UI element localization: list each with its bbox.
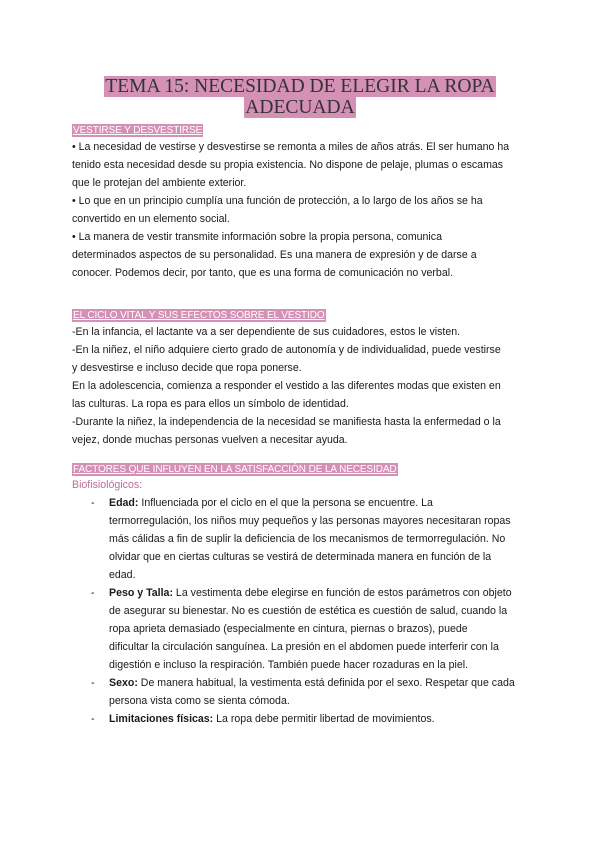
item-text: De manera habitual, la vestimenta está definida por el sexo. Respetar que cada bbox=[137, 677, 515, 689]
paragraph-line: • La necesidad de vestirse y desvestirse se remonta a miles de años atrás. El ser humano ha bbox=[72, 141, 510, 153]
paragraph-line: -Durante la niñez, la independencia de la necesidad se manifiesta hasta la enfermedad o la bbox=[72, 416, 501, 428]
paragraph-line: las culturas. La ropa es para ellos un símbolo de identidad. bbox=[72, 398, 349, 410]
list-item bbox=[72, 494, 532, 584]
list-item bbox=[72, 674, 532, 710]
paragraph-line: En la adolescencia, comienza a responder el vestido a las diferentes modas que existen en bbox=[72, 380, 501, 392]
paragraph-line: que le protejan del ambiente exterior. bbox=[72, 177, 247, 189]
subheading: Biofisiológicos: bbox=[72, 479, 143, 491]
item-text: La vestimenta debe elegirse en función de estos parámetros con objeto bbox=[172, 587, 512, 599]
item-text: dificultar la circulación sanguínea. La presión en el abdomen puede interferir con la bbox=[109, 641, 499, 653]
dash-bullet: - bbox=[91, 677, 95, 689]
title-line-1: TEMA 15: NECESIDAD DE ELEGIR LA ROPA bbox=[105, 76, 495, 97]
paragraph-line: -En la niñez, el niño adquiere cierto grado de autonomía y de individualidad, puede vestirse bbox=[72, 344, 501, 356]
item-label: Peso y Talla: bbox=[109, 587, 173, 599]
section-heading: FACTORES QUE INFLUYEN EN LA SATISFACCIÓN DE LA NECESIDAD bbox=[73, 464, 397, 475]
paragraph-line: tenido esta necesidad desde su propia existencia. No dispone de pelaje, plumas o escamas bbox=[72, 159, 504, 171]
item-text: ropa aprieta demasiado (especialmente en cintura, piernas o brazos), puede bbox=[109, 623, 468, 635]
item-text: olvidar que en ciertas culturas se vestirá de determinada manera en función de la bbox=[109, 551, 492, 563]
dash-bullet: - bbox=[91, 497, 95, 509]
section-factores bbox=[72, 460, 532, 728]
item-text: Influenciada por el ciclo en el que la persona se encuentre. La bbox=[138, 497, 433, 509]
paragraph-line: vejez, donde muchas personas vuelven a necesitar ayuda. bbox=[72, 434, 348, 446]
item-label: Edad: bbox=[109, 497, 139, 509]
page-title bbox=[60, 76, 540, 118]
paragraph-line: • Lo que en un principio cumplía una función de protección, a lo largo de los años se ha bbox=[72, 195, 483, 207]
item-label: Limitaciones físicas: bbox=[109, 713, 214, 725]
section-heading: EL CICLO VITAL Y SUS EFECTOS SOBRE EL VESTIDO bbox=[73, 310, 325, 321]
section-heading: VESTIRSE Y DESVESTIRSE bbox=[73, 125, 203, 136]
dash-bullet: - bbox=[91, 713, 95, 725]
paragraph-line: conocer. Podemos decir, por tanto, que es una forma de comunicación no verbal. bbox=[72, 267, 454, 279]
item-text: La ropa debe permitir libertad de movimientos. bbox=[213, 713, 435, 725]
section-vestirse bbox=[72, 121, 532, 282]
paragraph-line: • La manera de vestir transmite información sobre la propia persona, comunica bbox=[72, 231, 442, 243]
list-item bbox=[72, 584, 532, 674]
paragraph-line: -En la infancia, el lactante va a ser dependiente de sus cuidadores, estos le visten. bbox=[72, 326, 461, 338]
paragraph-line: y desvestirse e incluso decide que ropa ponerse. bbox=[72, 362, 302, 374]
item-text: de asegurar su bienestar. No es cuestión de estética es cuestión de salud, cuando la bbox=[109, 605, 508, 617]
dash-bullet: - bbox=[91, 587, 95, 599]
item-text: persona vista como se sienta cómoda. bbox=[109, 695, 290, 707]
list-item bbox=[72, 710, 532, 728]
section-ciclo-vital bbox=[72, 306, 532, 449]
item-text: más cálidas a fin de suplir la deficiencia de los mecanismos de termorregulación. No bbox=[109, 533, 506, 545]
item-text: edad. bbox=[109, 569, 136, 581]
item-text: digestión e incluso la respiración. También puede hacer rozaduras en la piel. bbox=[109, 659, 469, 671]
item-label: Sexo: bbox=[109, 677, 138, 689]
item-text: termorregulación, los niños muy pequeños y las personas mayores necesitaran ropas bbox=[109, 515, 511, 527]
paragraph-line: convertido en un elemento social. bbox=[72, 213, 230, 225]
factors-list bbox=[72, 494, 532, 728]
title-line-2: ADECUADA bbox=[245, 97, 355, 118]
paragraph-line: determinados aspectos de su personalidad. Es una manera de expresión y de darse a bbox=[72, 249, 477, 261]
